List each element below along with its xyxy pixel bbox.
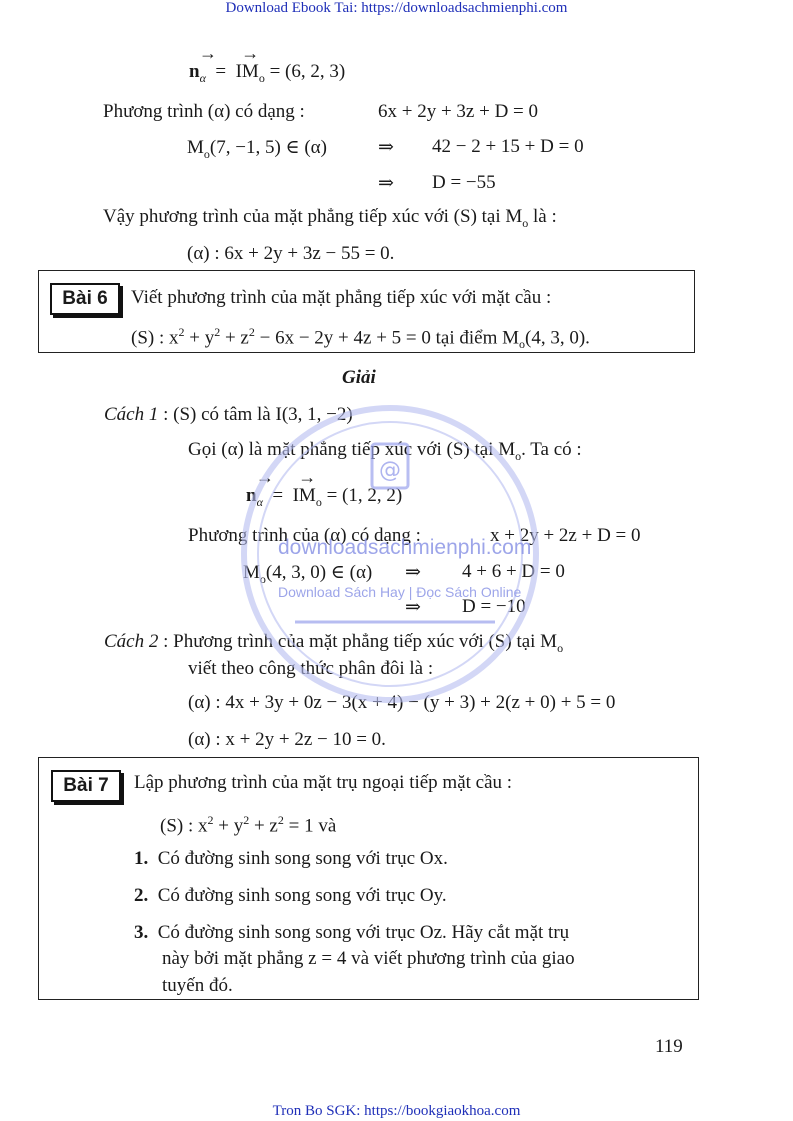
method-1-normal-vector: → $n_\alpha$ = → $IM_o = (1$, 2, 2) — [246, 485, 402, 510]
plane-form-equation: 6x + 2y + 3z + D = 0 — [378, 101, 539, 122]
method-1-step-2: D = −10 — [462, 596, 526, 617]
page-number: 119 — [655, 1036, 683, 1057]
method-2-line-1: Cách 2 : Phương trình của mặt phẳng tiếp xúc với (S) tại $M_o$ — [104, 631, 564, 655]
vector-im: → $IM_o$ — [293, 485, 322, 510]
svg-text:@: @ — [379, 458, 401, 483]
watermark-tagline: Download Sách Hay | Đọc Sách Online — [278, 584, 522, 600]
exercise-7-sphere-equation: (S) : $x^2 + y^2 + z^2 = 1$ và — [160, 813, 337, 837]
implies-arrow: ⇒ — [405, 597, 421, 618]
method-2-equation-1: (α) : 4x + 3y + 0z − 3(x + 4) − (y + 3) + 2(z + 0) + 5 = 0 — [188, 692, 616, 713]
exercise-7-item-3-line-2: này bởi mặt phẳng z = 4 và viết phương trình của giao — [162, 948, 575, 969]
exercise-7-badge: Bài 7 — [51, 770, 121, 802]
plane-form-label: Phương trình (α) có dạng : — [103, 101, 305, 122]
method-1-point-condition: $M_o(4$, 3, 0) ∈ (α) — [243, 562, 373, 586]
implies-arrow: ⇒ — [378, 137, 394, 158]
step-equation-2: D = −55 — [432, 172, 496, 193]
exercise-7-text-line1: Lập phương trình của mặt trụ ngoại tiếp mặt cầu : — [134, 772, 513, 793]
vector-n: → n — [246, 485, 257, 507]
conclusion-line: Vậy phương trình của mặt phẳng tiếp xúc với (S) tại $M_o$ là : — [103, 206, 557, 230]
implies-arrow: ⇒ — [405, 562, 421, 583]
point-condition: $M_o(7$, −1, 5) ∈ (α) — [187, 137, 327, 161]
result-equation: (α) : 6x + 2y + 3z − 55 = 0. — [187, 243, 395, 264]
method-1-intro: Gọi (α) là mặt phẳng tiếp xúc với (S) tại $M_o$. Ta có : — [188, 439, 582, 463]
page-footer-link[interactable]: Tron Bo SGK: https://bookgiaokhoa.com — [272, 1103, 521, 1119]
method-2-line-2: viết theo công thức phân đôi là : — [188, 658, 434, 679]
exercise-6-sphere-equation: (S) : $x^2 + y^2 + z^2 - 6x - 2y + 4z + 5 = 0$ tại điểm $M_o(4$, 3, 0). — [131, 325, 590, 352]
exercise-7-item-3-line-3: tuyến đó. — [162, 975, 233, 996]
vector-n: → n — [189, 61, 200, 83]
method-1-plane-label: Phương trình của (α) có dạng : — [188, 525, 421, 546]
normal-vector-line: → $n_\alpha$ = → $IM_o = (6$, 2, 3) — [189, 61, 345, 86]
method-1-step-1: 4 + 6 + D = 0 — [462, 561, 565, 582]
method-1-plane-equation: x + 2y + 2z + D = 0 — [490, 525, 641, 546]
vector-im: → $IM_o$ — [236, 61, 265, 86]
exercise-6-text-line1: Viết phương trình của mặt phẳng tiếp xúc với mặt cầu : — [131, 287, 552, 308]
exercise-6-badge: Bài 6 — [50, 283, 120, 315]
implies-arrow: ⇒ — [378, 173, 394, 194]
watermark-site: downloadsachmienphi.com — [278, 536, 532, 559]
method-2-equation-2: (α) : x + 2y + 2z − 10 = 0. — [188, 729, 386, 750]
exercise-7-item-2: 2. Có đường sinh song song với trục Oy. — [134, 885, 447, 906]
exercise-7-item-3: 3. Có đường sinh song song với trục Oz. Hãy cắt mặt trụ — [134, 922, 570, 943]
vector-value: = (6, 2, 3) — [269, 61, 346, 82]
solution-title: Giải — [342, 367, 376, 388]
exercise-7-item-1: 1. Có đường sinh song song với trục Ox. — [134, 848, 448, 869]
method-1-line: Cách 1 : (S) có tâm là I(3, 1, −2) — [104, 404, 353, 425]
step-equation-1: 42 − 2 + 15 + D = 0 — [432, 136, 584, 157]
page-header-link[interactable]: Download Ebook Tai: https://downloadsachmienphi.com — [225, 0, 568, 16]
